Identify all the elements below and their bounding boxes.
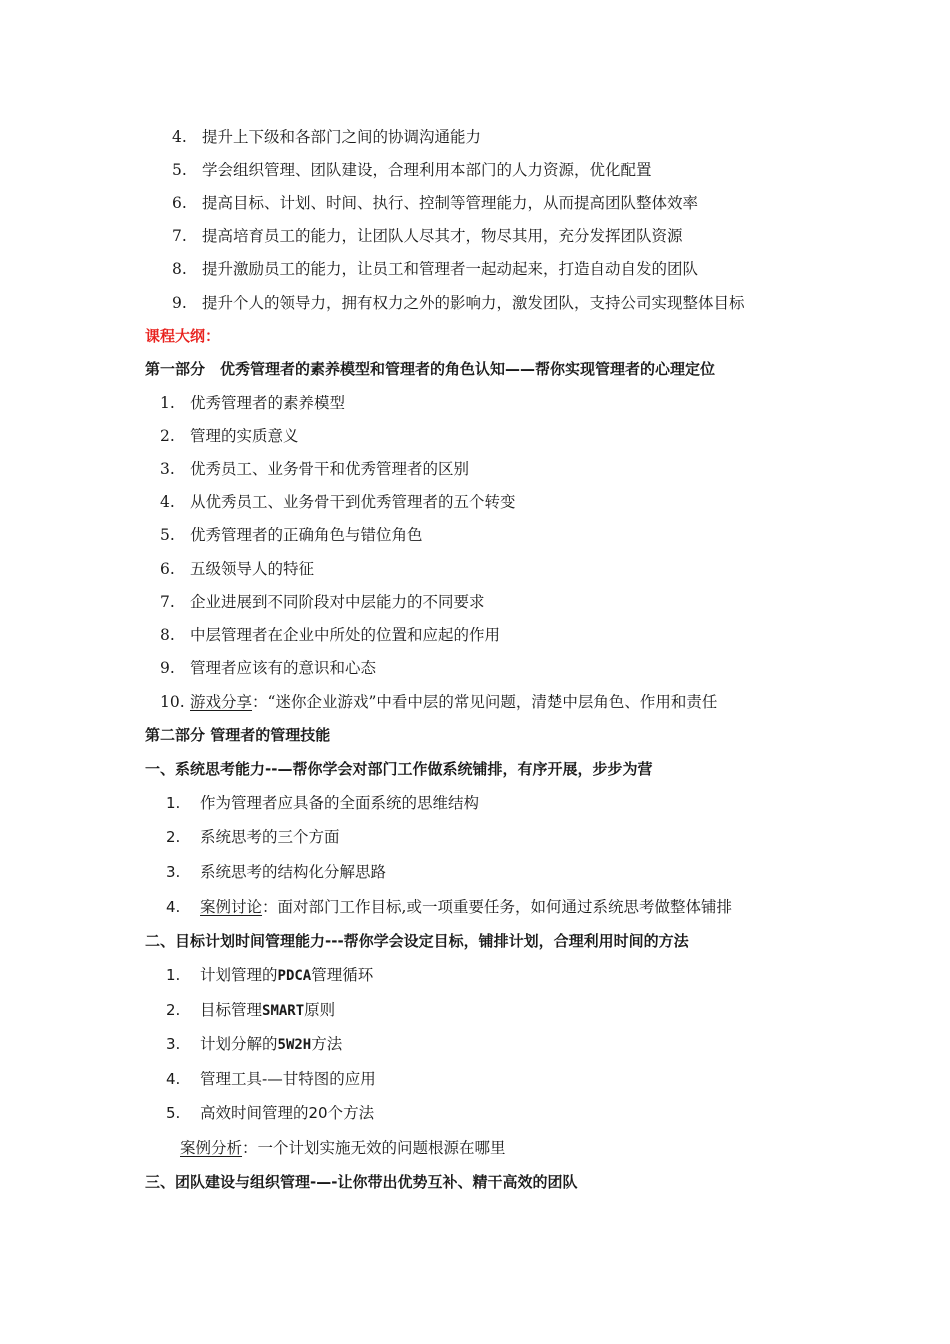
objective-item: 6. 提高目标、计划、时间、执行、控制等管理能力，从而提高团队整体效率 — [172, 194, 699, 212]
part1-item: 2. 管理的实质意义 — [160, 427, 299, 445]
objective-item: 7. 提高培育员工的能力，让团队人尽其才，物尽其用，充分发挥团队资源 — [172, 227, 683, 245]
section2-item: 2. 目标管理SMART原则 — [166, 1001, 336, 1019]
section2-item: 3. 计划分解的5W2H方法 — [166, 1035, 343, 1053]
objective-item: 5. 学会组织管理、团队建设，合理利用本部门的人力资源，优化配置 — [172, 161, 652, 179]
objective-item: 8. 提升激励员工的能力，让员工和管理者一起动起来，打造自动自发的团队 — [172, 260, 699, 278]
part1-item: 3. 优秀员工、业务骨干和优秀管理者的区别 — [160, 460, 470, 478]
section1-title: 一、系统思考能力--—帮你学会对部门工作做系统铺排，有序开展，步步为营 — [145, 760, 653, 778]
section2-item: 4. 管理工具-—甘特图的应用 — [166, 1070, 376, 1088]
section1-item: 1. 作为管理者应具备的全面系统的思维结构 — [166, 794, 480, 812]
part1-item: 6. 五级领导人的特征 — [160, 560, 315, 578]
part1-item: 5. 优秀管理者的正确角色与错位角色 — [160, 526, 423, 544]
section2-item: 1. 计划管理的PDCA管理循环 — [166, 966, 374, 984]
section1-item: 4. 案例讨论：面对部门工作目标,或一项重要任务，如何通过系统思考做整体铺排 — [166, 898, 732, 916]
section1-item: 2. 系统思考的三个方面 — [166, 828, 340, 846]
section2-item: 5. 高效时间管理的20个方法 — [166, 1104, 375, 1122]
objective-item: 4. 提升上下级和各部门之间的协调沟通能力 — [172, 128, 482, 146]
outline-title: 课程大纲： — [145, 327, 221, 345]
section2-case: 案例分析：一个计划实施无效的问题根源在哪里 — [180, 1139, 506, 1157]
section2-title: 二、目标计划时间管理能力---帮你学会设定目标，铺排计划，合理利用时间的方法 — [145, 932, 689, 950]
part1-title: 第一部分 优秀管理者的素养模型和管理者的角色认知——帮你实现管理者的心理定位 — [145, 360, 716, 378]
part1-item: 4. 从优秀员工、业务骨干到优秀管理者的五个转变 — [160, 493, 516, 511]
part1-item: 8. 中层管理者在企业中所处的位置和应起的作用 — [160, 626, 501, 644]
part1-item: 1. 优秀管理者的素养模型 — [160, 394, 346, 412]
section3-title: 三、团队建设与组织管理-—-让你带出优势互补、精干高效的团队 — [145, 1173, 578, 1191]
game-share-link: 游戏分享 — [190, 693, 253, 711]
part1-item: 7. 企业进展到不同阶段对中层能力的不同要求 — [160, 593, 485, 611]
case-discussion-link: 案例讨论 — [200, 898, 263, 916]
part2-title: 第二部分 管理者的管理技能 — [145, 726, 331, 744]
objective-item: 9. 提升个人的领导力，拥有权力之外的影响力，激发团队，支持公司实现整体目标 — [172, 294, 745, 312]
part1-item: 9. 管理者应该有的意识和心态 — [160, 659, 377, 677]
part1-item: 10. 游戏分享：“迷你企业游戏”中看中层的常见问题，清楚中层角色、作用和责任 — [160, 693, 718, 711]
case-analysis-link: 案例分析 — [180, 1139, 243, 1157]
section1-item: 3. 系统思考的结构化分解思路 — [166, 863, 387, 881]
